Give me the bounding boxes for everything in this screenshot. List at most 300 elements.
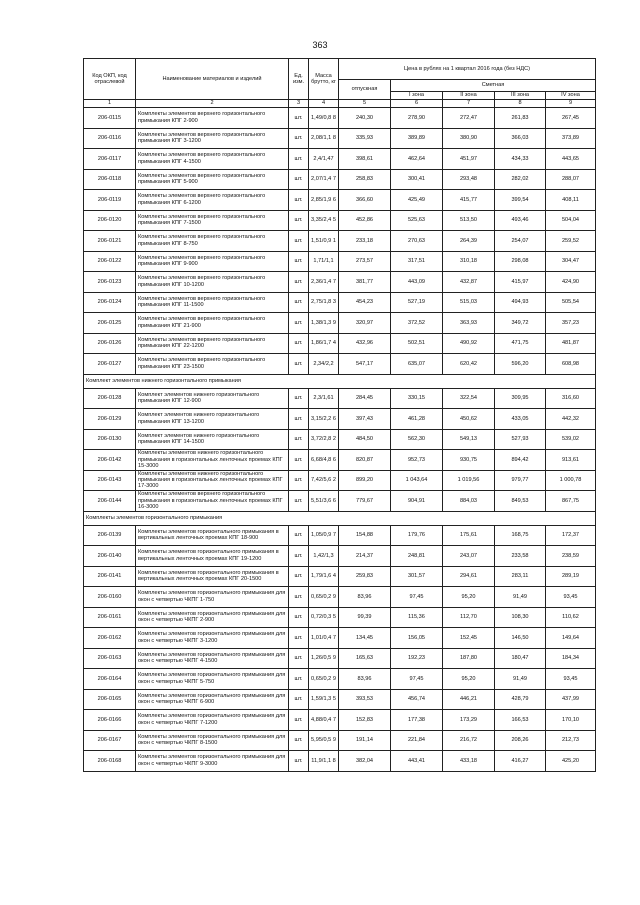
cell-zone-1-price: 562,30	[391, 429, 443, 450]
cell-zone-4-price: 867,75	[546, 491, 596, 512]
cell-release-price: 83,96	[339, 587, 391, 608]
cell-zone-4-price: 149,64	[546, 628, 596, 649]
table-row	[84, 470, 596, 491]
cell-mass: 6,68/4,8 6	[309, 450, 339, 471]
col-number: 2	[136, 100, 289, 108]
table-row	[84, 566, 596, 587]
cell-mass: 4,88/0,4 7	[309, 710, 339, 731]
cell-mass: 3,72/2,8 2	[309, 429, 339, 450]
cell-zone-3-price: 168,75	[495, 525, 546, 546]
cell-zone-4-price: 505,54	[546, 292, 596, 313]
table-row	[84, 669, 596, 690]
cell-zone-3-price: 434,33	[495, 149, 546, 170]
cell-name: Комплекты элементов верхнего горизонтального примыкания КПГ 2-900	[136, 108, 289, 129]
cell-zone-4-price: 424,90	[546, 272, 596, 293]
cell-zone-4-price: 1 000,78	[546, 470, 596, 491]
cell-zone-1-price: 525,63	[391, 210, 443, 231]
cell-zone-1-price: 330,15	[391, 388, 443, 409]
cell-unit: шт.	[289, 470, 309, 491]
cell-release-price: 382,04	[339, 751, 391, 772]
cell-zone-1-price: 443,09	[391, 272, 443, 293]
cell-release-price: 454,23	[339, 292, 391, 313]
cell-zone-2-price: 433,18	[443, 751, 495, 772]
cell-zone-1-price: 461,28	[391, 409, 443, 430]
cell-unit: шт.	[289, 388, 309, 409]
cell-zone-4-price: 437,99	[546, 689, 596, 710]
cell-release-price: 273,57	[339, 251, 391, 272]
cell-zone-2-price: 450,62	[443, 409, 495, 430]
cell-zone-4-price: 184,34	[546, 648, 596, 669]
table-row	[84, 525, 596, 546]
cell-name: Комплекты элементов нижнего горизонтального примыкания в горизонтальных ленточных проемах КПГ 15-3000	[136, 450, 289, 471]
cell-zone-2-price: 187,80	[443, 648, 495, 669]
table-row	[84, 607, 596, 628]
cell-code: 206-0115	[84, 108, 136, 129]
cell-release-price: 779,67	[339, 491, 391, 512]
cell-zone-2-price: 310,18	[443, 251, 495, 272]
cell-code: 206-0160	[84, 587, 136, 608]
cell-unit: шт.	[289, 333, 309, 354]
cell-zone-1-price: 904,91	[391, 491, 443, 512]
cell-zone-1-price: 270,63	[391, 231, 443, 252]
table-row	[84, 251, 596, 272]
cell-release-price: 484,50	[339, 429, 391, 450]
cell-release-price: 134,45	[339, 628, 391, 649]
section-row	[84, 511, 596, 525]
cell-zone-3-price: 233,58	[495, 546, 546, 567]
cell-unit: шт.	[289, 108, 309, 129]
col-number: 6	[391, 100, 443, 108]
cell-name: Комплекты элементов горизонтального примыкания для окон с четвертью ЧКПГ 7-1200	[136, 710, 289, 731]
table-row	[84, 231, 596, 252]
cell-zone-3-price: 894,42	[495, 450, 546, 471]
cell-mass: 2,3/1,61	[309, 388, 339, 409]
table-row	[84, 108, 596, 129]
cell-zone-3-price: 416,27	[495, 751, 546, 772]
cell-release-price: 335,93	[339, 128, 391, 149]
cell-name: Комплекты элементов верхнего горизонтального примыкания КПГ 10-1200	[136, 272, 289, 293]
cell-zone-1-price: 179,76	[391, 525, 443, 546]
cell-name: Комплекты элементов нижнего горизонтального примыкания в горизонтальных ленточных проемах КПГ 17-3000	[136, 470, 289, 491]
cell-zone-3-price: 91,49	[495, 587, 546, 608]
cell-name: Комплекты элементов верхнего горизонтального примыкания КПГ 6-1200	[136, 190, 289, 211]
cell-name: Комплекты элементов верхнего горизонтального примыкания КПГ 7-1500	[136, 210, 289, 231]
cell-zone-3-price: 261,83	[495, 108, 546, 129]
cell-code: 206-0139	[84, 525, 136, 546]
table-row	[84, 333, 596, 354]
cell-zone-3-price: 399,54	[495, 190, 546, 211]
table-row	[84, 546, 596, 567]
cell-zone-2-price: 363,93	[443, 313, 495, 334]
cell-zone-3-price: 415,97	[495, 272, 546, 293]
cell-code: 206-0118	[84, 169, 136, 190]
cell-mass: 2,07/1,4 7	[309, 169, 339, 190]
cell-mass: 2,85/1,9 6	[309, 190, 339, 211]
cell-zone-1-price: 301,57	[391, 566, 443, 587]
table-row	[84, 751, 596, 772]
cell-zone-3-price: 494,93	[495, 292, 546, 313]
cell-code: 206-0168	[84, 751, 136, 772]
header-zone-4: IV зона	[546, 92, 596, 100]
cell-zone-3-price: 979,77	[495, 470, 546, 491]
cell-code: 206-0143	[84, 470, 136, 491]
cell-mass: 1,26/0,5 9	[309, 648, 339, 669]
cell-code: 206-0127	[84, 354, 136, 375]
cell-mass: 2,75/1,8 3	[309, 292, 339, 313]
cell-code: 206-0141	[84, 566, 136, 587]
price-table	[83, 58, 596, 772]
cell-name: Комплекты элементов верхнего горизонтального примыкания КПГ 5-900	[136, 169, 289, 190]
cell-zone-1-price: 115,36	[391, 607, 443, 628]
cell-zone-2-price: 322,54	[443, 388, 495, 409]
cell-zone-4-price: 110,62	[546, 607, 596, 628]
cell-zone-2-price: 446,21	[443, 689, 495, 710]
cell-zone-2-price: 451,97	[443, 149, 495, 170]
cell-mass: 0,65/0,2 9	[309, 669, 339, 690]
cell-unit: шт.	[289, 409, 309, 430]
cell-zone-1-price: 177,38	[391, 710, 443, 731]
cell-zone-1-price: 300,41	[391, 169, 443, 190]
header-zone-1: I зона	[391, 92, 443, 100]
cell-zone-2-price: 549,13	[443, 429, 495, 450]
cell-release-price: 820,87	[339, 450, 391, 471]
cell-name: Комплекты элементов верхнего горизонтального примыкания КПГ 4-1500	[136, 149, 289, 170]
cell-mass: 0,65/0,2 9	[309, 587, 339, 608]
cell-zone-2-price: 175,61	[443, 525, 495, 546]
cell-unit: шт.	[289, 210, 309, 231]
cell-zone-4-price: 212,73	[546, 730, 596, 751]
cell-name: Комплекты элементов горизонтального примыкания для окон с четвертью ЧКПГ 6-900	[136, 689, 289, 710]
cell-zone-4-price: 373,89	[546, 128, 596, 149]
cell-zone-3-price: 849,53	[495, 491, 546, 512]
table-row	[84, 272, 596, 293]
table-row	[84, 169, 596, 190]
header-unit: Ед. изм.	[289, 59, 309, 100]
cell-zone-3-price: 596,20	[495, 354, 546, 375]
cell-unit: шт.	[289, 587, 309, 608]
table-row	[84, 689, 596, 710]
cell-zone-3-price: 166,53	[495, 710, 546, 731]
cell-mass: 5,51/3,6 6	[309, 491, 339, 512]
cell-mass: 7,42/5,6 2	[309, 470, 339, 491]
header-estimate-group: Сметная	[391, 80, 596, 92]
cell-zone-4-price: 442,32	[546, 409, 596, 430]
cell-zone-2-price: 243,07	[443, 546, 495, 567]
cell-zone-2-price: 513,50	[443, 210, 495, 231]
table-row	[84, 587, 596, 608]
cell-zone-4-price: 481,87	[546, 333, 596, 354]
cell-mass: 1,71/1,1	[309, 251, 339, 272]
cell-name: Комплекты элементов горизонтального примыкания для окон с четвертью ЧКПГ 5-750	[136, 669, 289, 690]
cell-zone-1-price: 97,45	[391, 587, 443, 608]
cell-release-price: 366,60	[339, 190, 391, 211]
cell-zone-3-price: 428,79	[495, 689, 546, 710]
cell-unit: шт.	[289, 669, 309, 690]
cell-zone-2-price: 930,75	[443, 450, 495, 471]
cell-name: Комплекты элементов верхнего горизонтального примыкания в горизонтальных ленточных проемах КПГ 16-3000	[136, 491, 289, 512]
section-row	[84, 374, 596, 388]
cell-zone-4-price: 316,60	[546, 388, 596, 409]
cell-release-price: 240,30	[339, 108, 391, 129]
page-number: 363	[312, 40, 328, 50]
cell-code: 206-0161	[84, 607, 136, 628]
cell-zone-4-price: 913,61	[546, 450, 596, 471]
cell-name: Комплекты элементов горизонтального примыкания в вертикальных ленточных проемах КПГ 18-900	[136, 525, 289, 546]
cell-zone-4-price: 539,02	[546, 429, 596, 450]
table-row	[84, 128, 596, 149]
cell-name: Комплекты элементов горизонтального примыкания для окон с четвертью ЧКПГ 1-750	[136, 587, 289, 608]
cell-zone-2-price: 884,03	[443, 491, 495, 512]
table-row	[84, 450, 596, 471]
cell-unit: шт.	[289, 730, 309, 751]
cell-zone-2-price: 380,90	[443, 128, 495, 149]
cell-zone-4-price: 304,47	[546, 251, 596, 272]
cell-code: 206-0142	[84, 450, 136, 471]
cell-zone-2-price: 95,20	[443, 587, 495, 608]
cell-unit: шт.	[289, 648, 309, 669]
cell-zone-1-price: 317,51	[391, 251, 443, 272]
cell-code: 206-0125	[84, 313, 136, 334]
cell-mass: 3,35/2,4 5	[309, 210, 339, 231]
cell-zone-1-price: 97,45	[391, 669, 443, 690]
cell-release-price: 320,97	[339, 313, 391, 334]
cell-zone-3-price: 282,02	[495, 169, 546, 190]
cell-name: Комплекты элементов верхнего горизонтального примыкания КПГ 23-1500	[136, 354, 289, 375]
cell-unit: шт.	[289, 190, 309, 211]
cell-unit: шт.	[289, 251, 309, 272]
cell-release-price: 83,96	[339, 669, 391, 690]
cell-zone-2-price: 515,03	[443, 292, 495, 313]
cell-mass: 1,49/0,8 8	[309, 108, 339, 129]
cell-mass: 1,05/0,9 7	[309, 525, 339, 546]
cell-unit: шт.	[289, 689, 309, 710]
cell-code: 206-0165	[84, 689, 136, 710]
cell-mass: 3,15/2,2 6	[309, 409, 339, 430]
table-row	[84, 409, 596, 430]
cell-zone-3-price: 471,75	[495, 333, 546, 354]
table-row	[84, 648, 596, 669]
cell-zone-2-price: 95,20	[443, 669, 495, 690]
cell-name: Комплекты элементов верхнего горизонтального примыкания КПГ 22-1200	[136, 333, 289, 354]
header-zone-3: III зона	[495, 92, 546, 100]
cell-zone-1-price: 425,49	[391, 190, 443, 211]
cell-name: Комплекты элементов верхнего горизонтального примыкания КПГ 21-900	[136, 313, 289, 334]
header-zone-2: II зона	[443, 92, 495, 100]
cell-release-price: 258,83	[339, 169, 391, 190]
cell-zone-4-price: 408,11	[546, 190, 596, 211]
header-release: отпускная	[339, 80, 391, 100]
table-row	[84, 190, 596, 211]
cell-zone-2-price: 272,47	[443, 108, 495, 129]
cell-zone-4-price: 504,04	[546, 210, 596, 231]
cell-zone-1-price: 248,81	[391, 546, 443, 567]
cell-name: Комплекты элементов верхнего горизонтального примыкания КПГ 3-1200	[136, 128, 289, 149]
cell-unit: шт.	[289, 491, 309, 512]
cell-release-price: 284,45	[339, 388, 391, 409]
cell-release-price: 432,96	[339, 333, 391, 354]
cell-zone-3-price: 527,93	[495, 429, 546, 450]
cell-zone-1-price: 372,52	[391, 313, 443, 334]
cell-zone-1-price: 443,41	[391, 751, 443, 772]
cell-zone-3-price: 349,72	[495, 313, 546, 334]
cell-unit: шт.	[289, 292, 309, 313]
cell-zone-4-price: 288,07	[546, 169, 596, 190]
cell-code: 206-0117	[84, 149, 136, 170]
cell-release-price: 452,86	[339, 210, 391, 231]
table-row	[84, 388, 596, 409]
cell-release-price: 165,63	[339, 648, 391, 669]
col-number: 4	[309, 100, 339, 108]
header-price-group: Цена в рублях на 1 квартал 2016 года (без НДС)	[339, 59, 596, 80]
cell-name: Комплекты элементов горизонтального примыкания для окон с четвертью ЧКПГ 9-3000	[136, 751, 289, 772]
table-row	[84, 354, 596, 375]
cell-name: Комплекты элементов верхнего горизонтального примыкания КПГ 9-900	[136, 251, 289, 272]
cell-zone-4-price: 443,65	[546, 149, 596, 170]
cell-name: Комплекты элементов верхнего горизонтального примыкания КПГ 8-750	[136, 231, 289, 252]
cell-code: 206-0126	[84, 333, 136, 354]
cell-code: 206-0167	[84, 730, 136, 751]
cell-zone-2-price: 152,45	[443, 628, 495, 649]
cell-unit: шт.	[289, 546, 309, 567]
section-title: Комплект элементов нижнего горизонтального примыкания	[84, 374, 596, 388]
header-name: Наименование материалов и изделий	[136, 59, 289, 100]
cell-mass: 1,38/1,3 9	[309, 313, 339, 334]
cell-mass: 1,01/0,4 7	[309, 628, 339, 649]
cell-unit: шт.	[289, 751, 309, 772]
cell-name: Комплекты элементов горизонтального примыкания в вертикальных ленточных проемах КПГ 19-1200	[136, 546, 289, 567]
cell-zone-1-price: 221,84	[391, 730, 443, 751]
cell-code: 206-0129	[84, 409, 136, 430]
cell-zone-3-price: 208,26	[495, 730, 546, 751]
cell-zone-1-price: 456,74	[391, 689, 443, 710]
table-row	[84, 210, 596, 231]
cell-mass: 2,08/1,1 8	[309, 128, 339, 149]
cell-mass: 1,59/1,3 5	[309, 689, 339, 710]
col-number: 3	[289, 100, 309, 108]
cell-zone-1-price: 502,51	[391, 333, 443, 354]
cell-code: 206-0116	[84, 128, 136, 149]
cell-unit: шт.	[289, 128, 309, 149]
cell-unit: шт.	[289, 607, 309, 628]
cell-zone-3-price: 283,11	[495, 566, 546, 587]
cell-code: 206-0120	[84, 210, 136, 231]
cell-zone-2-price: 173,29	[443, 710, 495, 731]
cell-zone-4-price: 425,20	[546, 751, 596, 772]
cell-release-price: 381,77	[339, 272, 391, 293]
cell-zone-4-price: 289,19	[546, 566, 596, 587]
cell-code: 206-0121	[84, 231, 136, 252]
header-code: Код ОКП, код отраслевой	[84, 59, 136, 100]
cell-release-price: 191,14	[339, 730, 391, 751]
cell-code: 206-0123	[84, 272, 136, 293]
cell-release-price: 233,18	[339, 231, 391, 252]
cell-zone-2-price: 490,92	[443, 333, 495, 354]
cell-mass: 1,79/1,6 4	[309, 566, 339, 587]
cell-zone-2-price: 1 019,56	[443, 470, 495, 491]
cell-mass: 2,4/1,47	[309, 149, 339, 170]
cell-code: 206-0128	[84, 388, 136, 409]
cell-zone-1-price: 462,64	[391, 149, 443, 170]
cell-name: Комплекты элементов горизонтального примыкания в вертикальных ленточных проемах КПГ 20-1500	[136, 566, 289, 587]
cell-name: Комплекты элементов горизонтального примыкания для окон с четвертью ЧКПГ 4-1500	[136, 648, 289, 669]
cell-zone-4-price: 267,45	[546, 108, 596, 129]
cell-mass: 1,86/1,7 4	[309, 333, 339, 354]
cell-zone-1-price: 156,05	[391, 628, 443, 649]
cell-zone-3-price: 298,08	[495, 251, 546, 272]
cell-zone-3-price: 366,03	[495, 128, 546, 149]
table-row	[84, 710, 596, 731]
cell-zone-1-price: 635,07	[391, 354, 443, 375]
cell-mass: 1,42/1,3	[309, 546, 339, 567]
cell-zone-2-price: 293,48	[443, 169, 495, 190]
cell-unit: шт.	[289, 313, 309, 334]
cell-release-price: 99,39	[339, 607, 391, 628]
cell-code: 206-0164	[84, 669, 136, 690]
cell-code: 206-0130	[84, 429, 136, 450]
cell-release-price: 899,20	[339, 470, 391, 491]
cell-code: 206-0144	[84, 491, 136, 512]
table-row	[84, 730, 596, 751]
cell-release-price: 259,83	[339, 566, 391, 587]
cell-mass: 2,34/2,2	[309, 354, 339, 375]
cell-release-price: 214,37	[339, 546, 391, 567]
cell-unit: шт.	[289, 525, 309, 546]
cell-zone-3-price: 108,30	[495, 607, 546, 628]
cell-zone-2-price: 432,87	[443, 272, 495, 293]
cell-zone-2-price: 415,77	[443, 190, 495, 211]
cell-name: Комплект элементов нижнего горизонтального примыкания КПГ 14-1500	[136, 429, 289, 450]
cell-zone-3-price: 180,47	[495, 648, 546, 669]
cell-zone-1-price: 1 043,64	[391, 470, 443, 491]
cell-mass: 5,95/0,5 9	[309, 730, 339, 751]
col-number: 7	[443, 100, 495, 108]
cell-release-price: 547,17	[339, 354, 391, 375]
cell-name: Комплекты элементов горизонтального примыкания для окон с четвертью ЧКПГ 2-900	[136, 607, 289, 628]
cell-name: Комплект элементов нижнего горизонтального примыкания КПГ 13-1200	[136, 409, 289, 430]
cell-zone-2-price: 294,61	[443, 566, 495, 587]
table-row	[84, 149, 596, 170]
cell-zone-4-price: 238,59	[546, 546, 596, 567]
cell-code: 206-0163	[84, 648, 136, 669]
section-title: Комплекты элементов горизонтального примыкания	[84, 511, 596, 525]
cell-zone-1-price: 278,90	[391, 108, 443, 129]
col-number: 8	[495, 100, 546, 108]
col-number: 1	[84, 100, 136, 108]
cell-zone-3-price: 146,50	[495, 628, 546, 649]
cell-mass: 2,36/1,4 7	[309, 272, 339, 293]
cell-mass: 1,51/0,9 1	[309, 231, 339, 252]
table-body	[84, 108, 596, 772]
cell-unit: шт.	[289, 231, 309, 252]
cell-code: 206-0162	[84, 628, 136, 649]
cell-zone-1-price: 389,89	[391, 128, 443, 149]
cell-unit: шт.	[289, 429, 309, 450]
cell-release-price: 154,88	[339, 525, 391, 546]
cell-unit: шт.	[289, 450, 309, 471]
cell-zone-1-price: 192,23	[391, 648, 443, 669]
table-row	[84, 491, 596, 512]
cell-code: 206-0166	[84, 710, 136, 731]
cell-zone-2-price: 216,72	[443, 730, 495, 751]
cell-zone-3-price: 254,07	[495, 231, 546, 252]
cell-zone-3-price: 91,49	[495, 669, 546, 690]
table-row	[84, 313, 596, 334]
cell-code: 206-0119	[84, 190, 136, 211]
cell-name: Комплекты элементов горизонтального примыкания для окон с четвертью ЧКПГ 8-1500	[136, 730, 289, 751]
cell-release-price: 397,43	[339, 409, 391, 430]
cell-name: Комплекты элементов горизонтального примыкания для окон с четвертью ЧКПГ 3-1200	[136, 628, 289, 649]
cell-zone-2-price: 264,39	[443, 231, 495, 252]
